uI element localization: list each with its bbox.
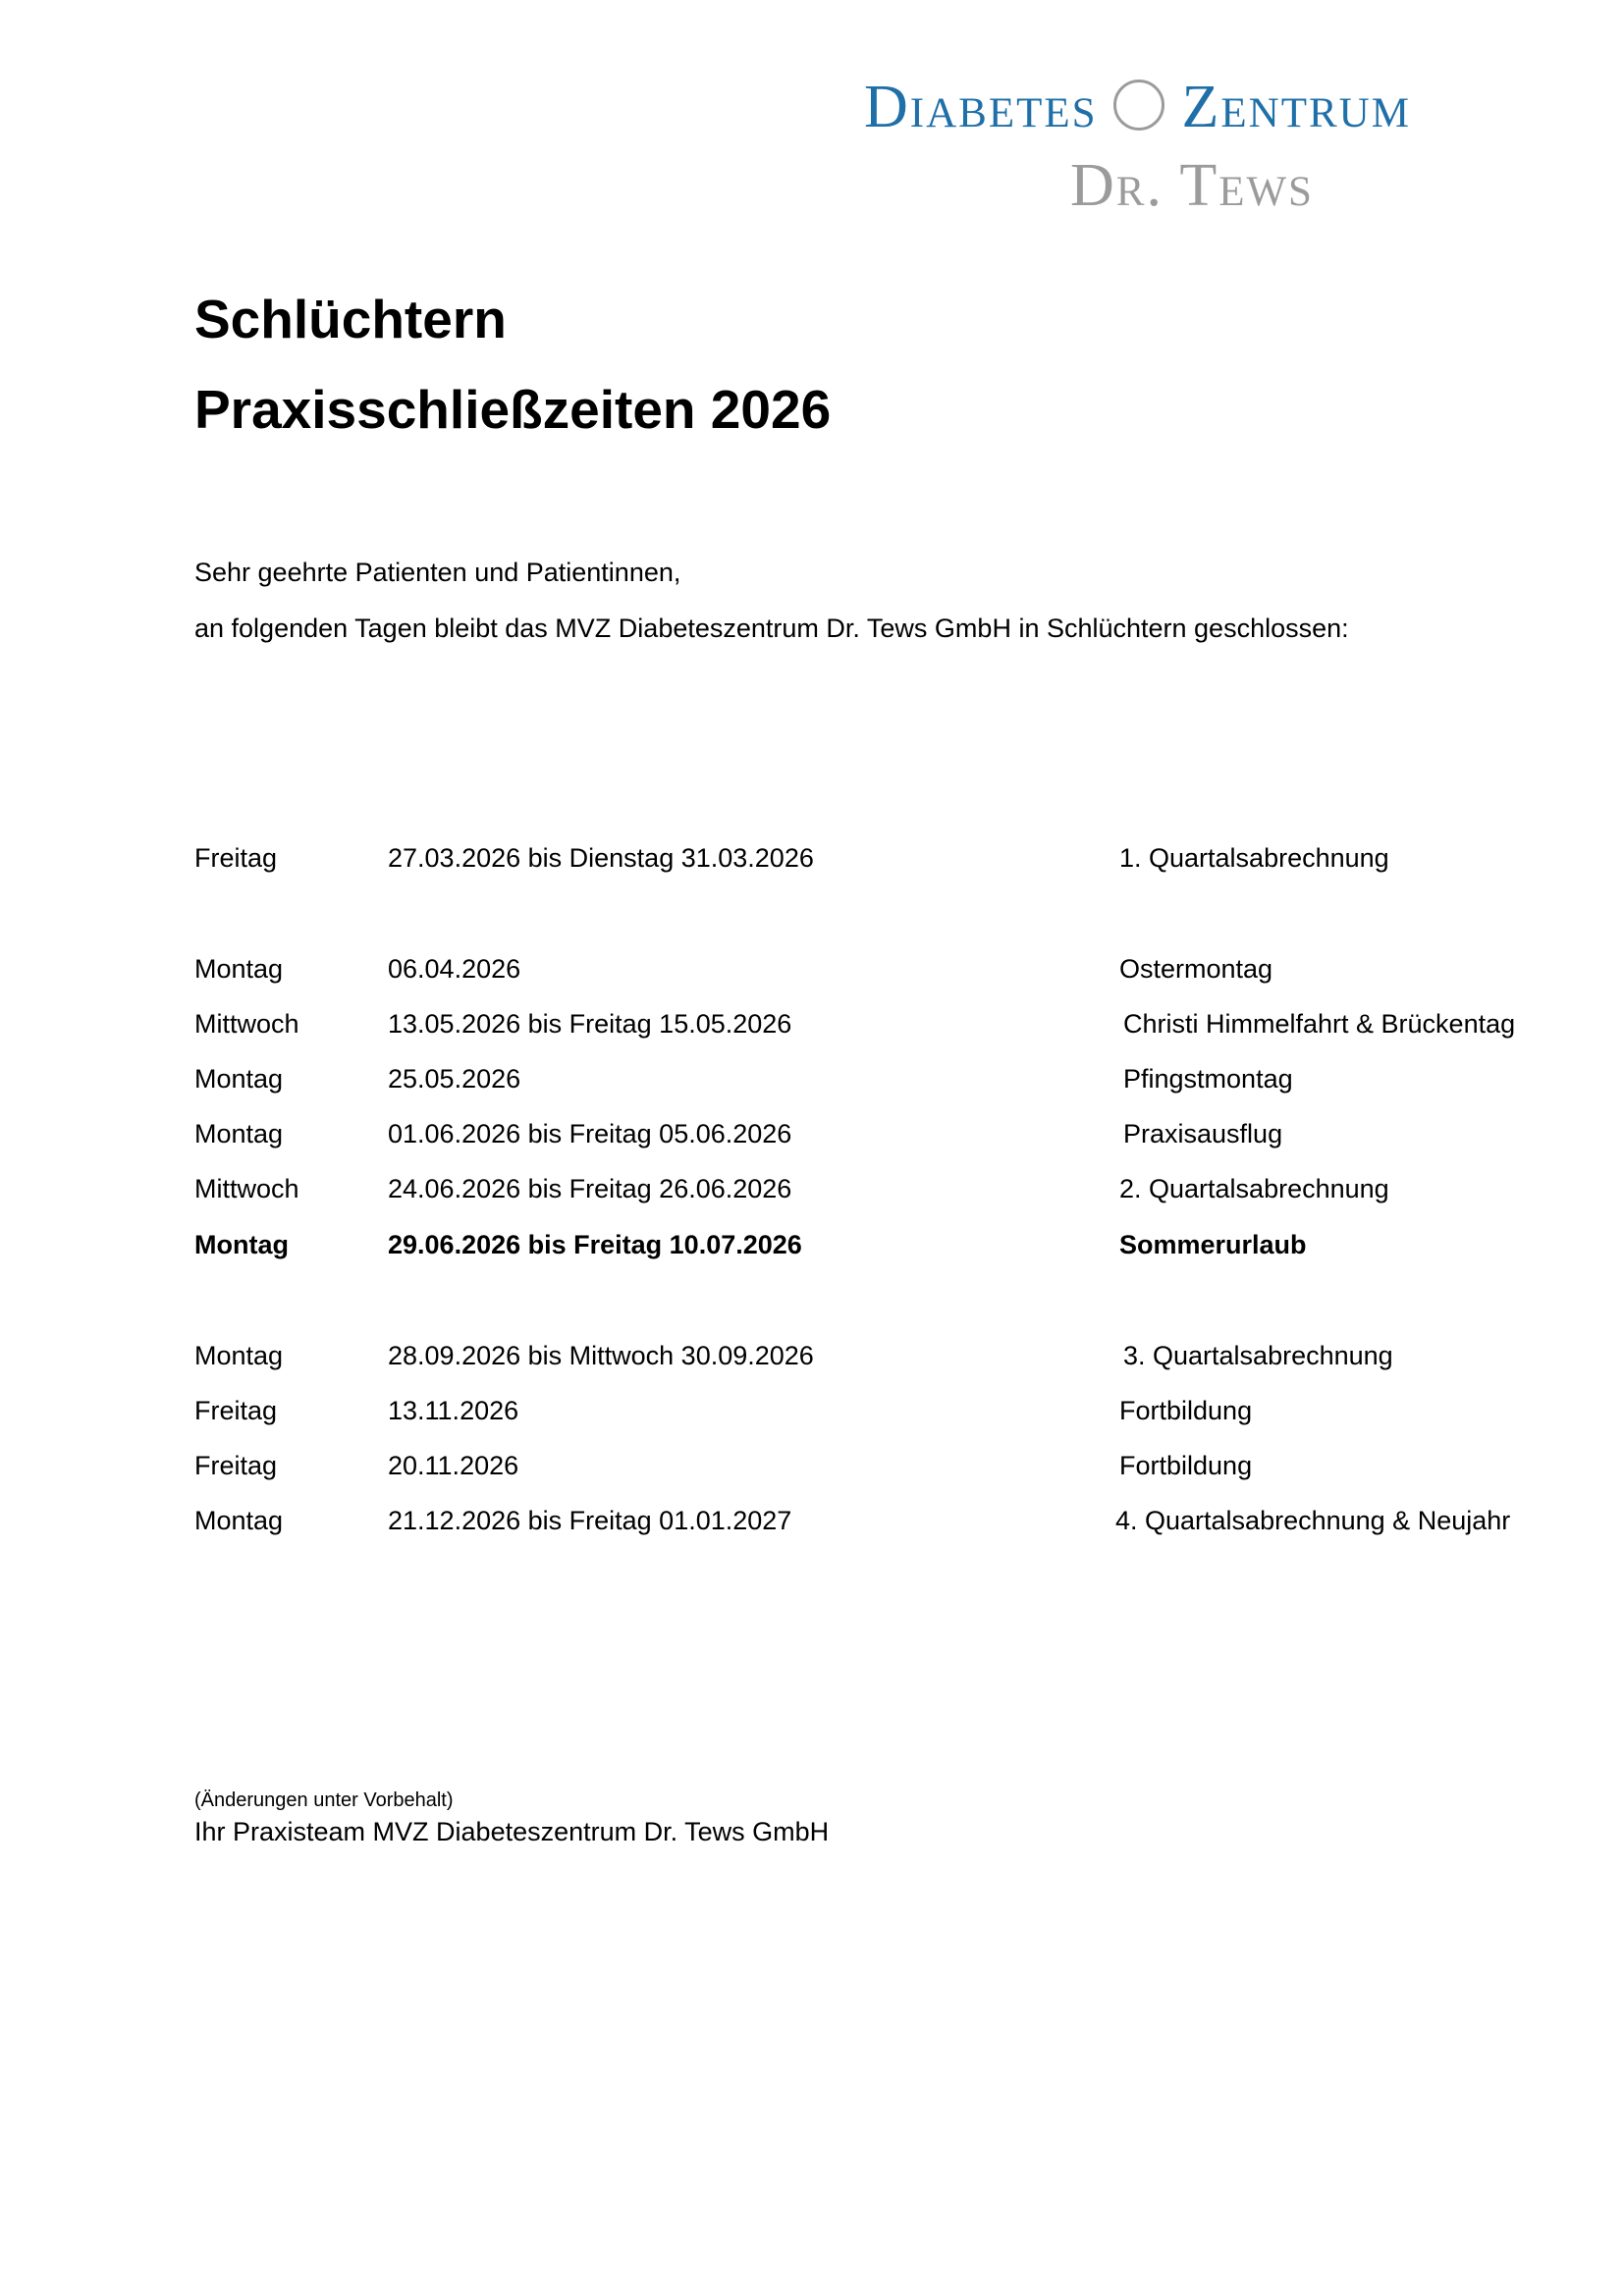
logo bbox=[864, 74, 1591, 224]
closure-row bbox=[194, 1117, 1589, 1150]
logo-line-1 bbox=[864, 74, 1411, 140]
closure-day: Montag bbox=[194, 1341, 284, 1370]
closure-date: 20.11.2026 bbox=[388, 1451, 519, 1480]
location-title: Schlüchtern bbox=[194, 289, 507, 349]
closure-day: Montag bbox=[194, 1506, 284, 1535]
closure-reason: 3. Quartalsabrechnung bbox=[1123, 1341, 1393, 1370]
closure-date: 21.12.2026 bis Freitag 01.01.2027 bbox=[388, 1506, 792, 1535]
logo-word-diabetes: Diabetes bbox=[864, 74, 1098, 140]
closure-reason: 4. Quartalsabrechnung & Neujahr bbox=[1115, 1506, 1511, 1535]
logo-line-2: Dr. Tews bbox=[1070, 152, 1314, 219]
closure-reason: Christi Himmelfahrt & Brückentag bbox=[1123, 1009, 1516, 1039]
closure-day: Montag bbox=[194, 1119, 284, 1148]
closure-row bbox=[194, 1394, 1589, 1427]
logo-word-zentrum: Zentrum bbox=[1181, 74, 1411, 140]
closure-date: 13.11.2026 bbox=[388, 1396, 519, 1425]
closure-day: Montag bbox=[194, 1230, 289, 1259]
closure-reason: 2. Quartalsabrechnung bbox=[1119, 1174, 1389, 1203]
closure-row bbox=[194, 1339, 1589, 1372]
closure-row bbox=[194, 1007, 1589, 1041]
closure-row bbox=[194, 1504, 1589, 1537]
closure-reason: Fortbildung bbox=[1119, 1451, 1253, 1480]
closure-reason: 1. Quartalsabrechnung bbox=[1119, 843, 1389, 873]
greeting: Sehr geehrte Patienten und Patientinnen, bbox=[194, 558, 681, 587]
closure-reason: Ostermontag bbox=[1119, 954, 1273, 984]
closure-row bbox=[194, 841, 1589, 875]
closure-day: Montag bbox=[194, 1064, 284, 1094]
closure-date: 24.06.2026 bis Freitag 26.06.2026 bbox=[388, 1174, 792, 1203]
closure-day: Montag bbox=[194, 954, 284, 984]
page-title: Praxisschließzeiten 2026 bbox=[194, 379, 832, 440]
closure-reason: Sommerurlaub bbox=[1119, 1230, 1307, 1259]
closure-row bbox=[194, 1449, 1589, 1482]
closure-row bbox=[194, 1062, 1589, 1095]
closure-date: 01.06.2026 bis Freitag 05.06.2026 bbox=[388, 1119, 792, 1148]
closure-date: 25.05.2026 bbox=[388, 1064, 521, 1094]
closure-day: Freitag bbox=[194, 1451, 278, 1480]
closure-reason: Fortbildung bbox=[1119, 1396, 1253, 1425]
signature: Ihr Praxisteam MVZ Diabeteszentrum Dr. Tews GmbH bbox=[194, 1817, 830, 1846]
closure-reason: Pfingstmontag bbox=[1123, 1064, 1293, 1094]
closure-date: 06.04.2026 bbox=[388, 954, 521, 984]
disclaimer-note: (Änderungen unter Vorbehalt) bbox=[194, 1789, 454, 1811]
closure-day: Freitag bbox=[194, 843, 278, 873]
closure-date: 29.06.2026 bis Freitag 10.07.2026 bbox=[388, 1230, 802, 1259]
closure-date: 28.09.2026 bis Mittwoch 30.09.2026 bbox=[388, 1341, 814, 1370]
closure-row bbox=[194, 1228, 1589, 1261]
closure-day: Mittwoch bbox=[194, 1009, 299, 1039]
closure-day: Freitag bbox=[194, 1396, 278, 1425]
closure-date: 13.05.2026 bis Freitag 15.05.2026 bbox=[388, 1009, 792, 1039]
closure-date: 27.03.2026 bis Dienstag 31.03.2026 bbox=[388, 843, 814, 873]
logo-circle-icon bbox=[1113, 80, 1164, 131]
closure-row bbox=[194, 1172, 1589, 1205]
intro-text: an folgenden Tagen bleibt das MVZ Diabeteszentrum Dr. Tews GmbH in Schlüchtern geschlossen: bbox=[194, 614, 1349, 643]
closure-reason: Praxisausflug bbox=[1123, 1119, 1283, 1148]
closure-day: Mittwoch bbox=[194, 1174, 299, 1203]
closure-row bbox=[194, 952, 1589, 986]
